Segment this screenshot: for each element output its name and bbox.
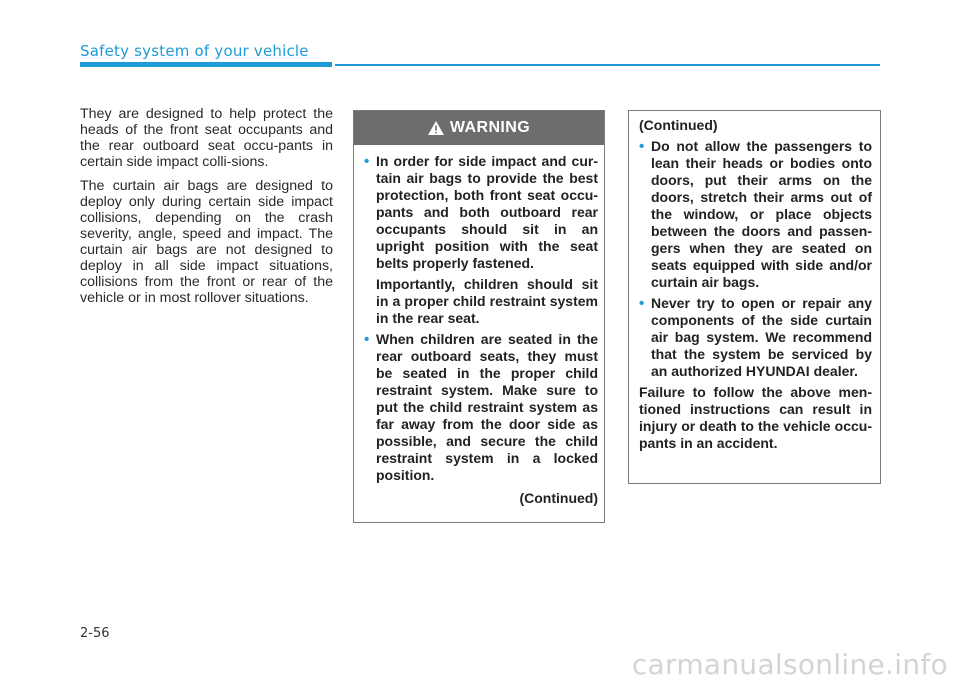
list-item: • Never try to open or repair any components of the side curtain air bag system. We recommend that the system be serviced by an authorized HYUNDAI dealer. [639,295,872,379]
bullet-icon: • [639,295,645,312]
header-rule-thin [335,64,880,66]
header-rule-thick [80,62,332,67]
paragraph: They are designed to help protect the heads of the front seat occupants and the rear outboard seat occu-pants in certain side impact colli-sions. [80,106,333,170]
list-item: • In order for side impact and cur-tain air bags to provide the best protection, both front seat occu-pants and both outboard rear occupants should sit in an upright position with the seat belts properly fastened. [364,153,598,271]
section-title: Safety system of your vehicle [80,42,309,60]
continued-warning-box [628,110,881,484]
list-item: • When children are seated in the rear outboard seats, they must be seated in the proper child restraint system. Make sure to put the child restraint system as far away from the door side as possible, and secure the child restraint system in a locked position. [364,331,598,483]
left-column-text [80,106,333,314]
page-number: 2-56 [80,626,110,641]
bullet-icon: • [364,153,370,170]
list-item-note: Importantly, children should sit in a proper child restraint system in the rear seat. [376,276,598,326]
warning-box [353,110,605,523]
list-item: • Do not allow the passengers to lean their heads or bodies onto doors, put their arms on the doors, stretch their arms out of the window, or place objects between the doors and passen-gers when they are seated on seats equipped with side and/or curtain air bags. [639,138,872,290]
continued-label: (Continued) [519,490,598,506]
paragraph: The curtain air bags are designed to deploy only during certain side impact collisions, depending on the crash severity, angle, speed and impact. The curtain air bags are not designed to deploy in all side impact situations, collisions from the front or rear of the vehicle or in most rollover situations. [80,178,333,306]
warning-title: WARNING [449,119,531,136]
continued-heading: (Continued) [639,117,718,133]
bullet-icon: • [364,331,370,348]
warning-header [354,111,604,145]
watermark: carmanualsonline.info [631,648,948,681]
bullet-icon: • [639,138,645,155]
closing-paragraph: Failure to follow the above men-tioned instructions can result in injury or death to the vehicle occu-pants in an accident. [639,384,872,451]
warning-body [354,145,604,507]
warning-triangle-icon [428,121,444,135]
